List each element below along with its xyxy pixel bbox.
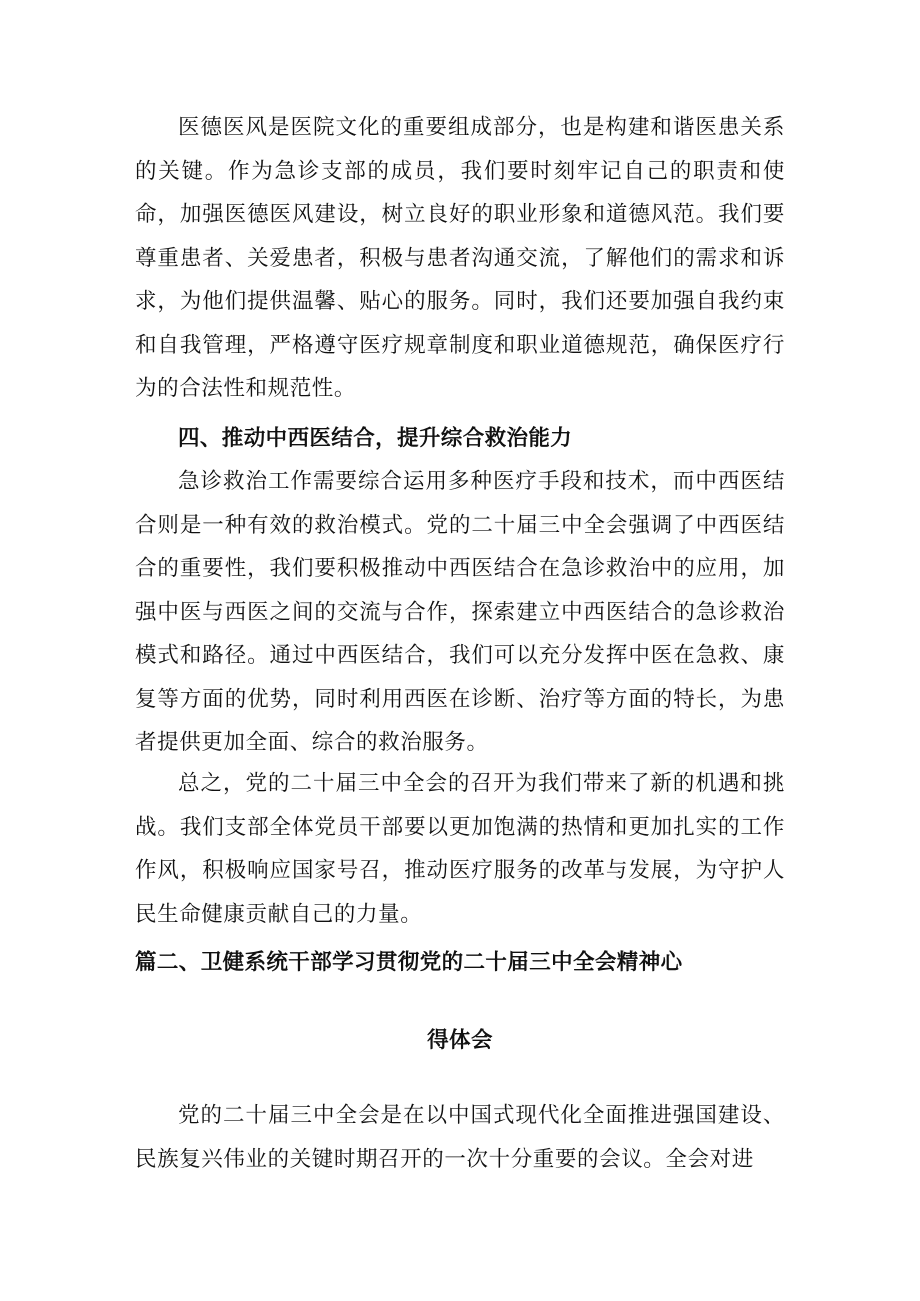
paragraph-medical-ethics: 医德医风是医院文化的重要组成部分，也是构建和谐医患关系的关键。作为急诊支部的成员，我们要时刻牢记自己的职责和使命，加强医德医风建设，树立良好的职业形象和道德风范。我们要尊重患者、关爱患者，积极与患者沟通交流，了解他们的需求和诉求，为他们提供温馨、贴心的服务。同时，我们还要加强自我约束和自我管理，严格遵守医疗规章制度和职业道德规范，确保医疗行为的合法性和规范性。 [135,115,785,401]
paragraph-integrated-medicine: 急诊救治工作需要综合运用多种医疗手段和技术，而中西医结合则是一种有效的救治模式。党的二十届三中全会强调了中西医结合的重要性，我们要积极推动中西医结合在急诊救治中的应用，加强中医与西医之间的交流与合作，探索建立中西医结合的急诊救治模式和路径。通过中西医结合，我们可以充分发挥中医在急救、康复等方面的优势，同时利用西医在诊断、治疗等方面的特长，为患者提供更加全面、综合的救治服务。 [135,469,785,755]
paragraph-part-two-intro: 党的二十届三中全会是在以中国式现代化全面推进强国建设、民族复兴伟业的关键时期召开的一次十分重要的会议。全会对进 [135,1103,785,1172]
paragraph-conclusion: 总之，党的二十届三中全会的召开为我们带来了新的机遇和挑战。我们支部全体党员干部要以更加饱满的热情和更加扎实的工作作风，积极响应国家号召，推动医疗服务的改革与发展，为守护人民生命健康贡献自己的力量。 [135,771,785,927]
part-two-title-line-2: 得体会 [427,1028,493,1053]
part-two-title-line-1: 篇二、卫健系统干部学习贯彻党的二十届三中全会精神心 [135,950,683,975]
section-heading-four: 四、推动中西医结合，提升综合救治能力 [178,426,573,451]
